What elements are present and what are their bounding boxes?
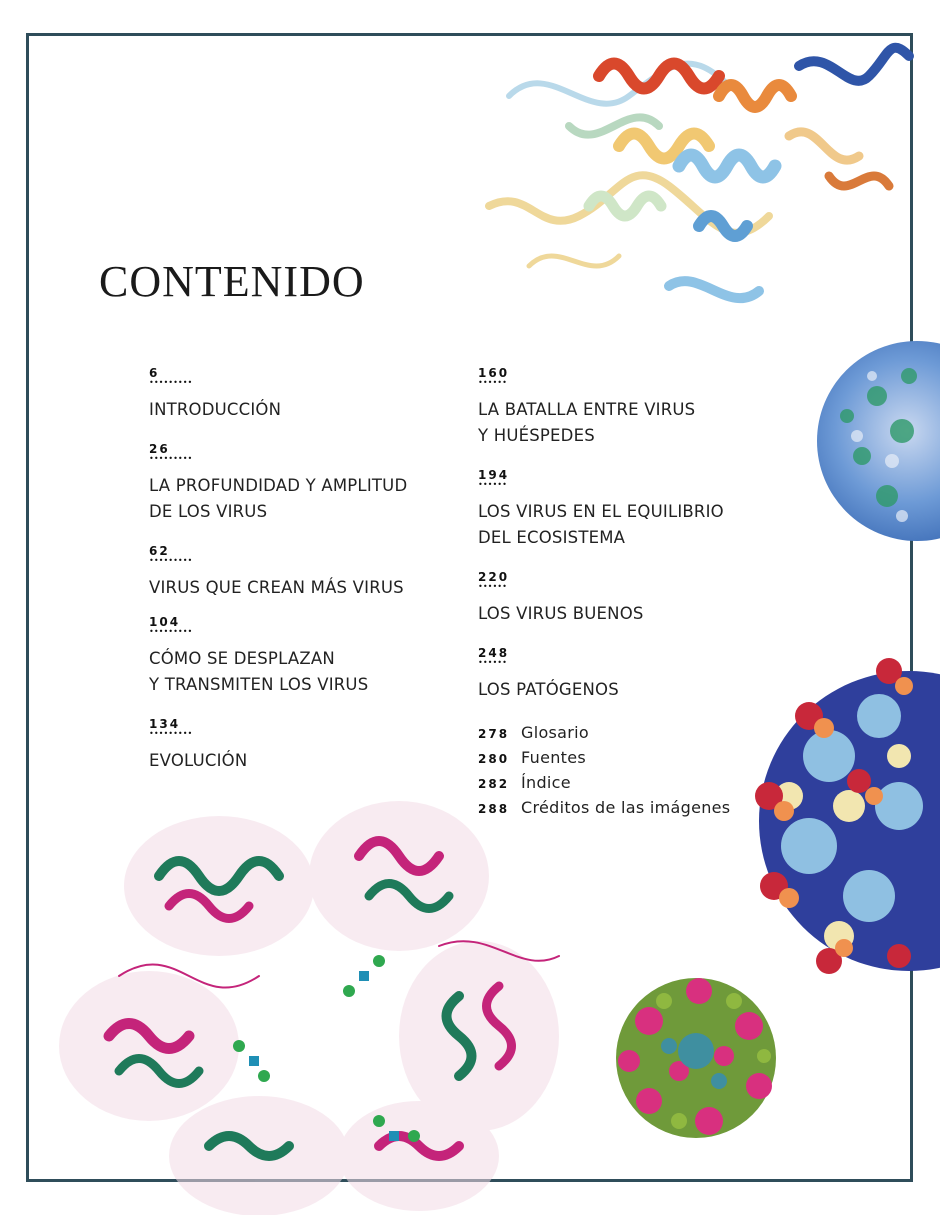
toc-chapter-title: LOS VIRUS BUENOS	[478, 604, 644, 623]
toc-page-number: 26	[149, 442, 170, 456]
toc-page-number: 194	[478, 468, 510, 482]
toc-entry[interactable]	[478, 366, 695, 449]
page-frame	[26, 33, 913, 1182]
toc-chapter-title: VIRUS QUE CREAN MÁS VIRUS	[149, 578, 404, 597]
toc-chapter-title: CÓMO SE DESPLAZAN Y TRANSMITEN LOS VIRUS	[149, 649, 369, 694]
toc-page-number: 248	[478, 646, 510, 660]
toc-entry[interactable]	[478, 468, 724, 551]
toc-chapter-title: INTRODUCCIÓN	[149, 400, 282, 419]
back-matter-page: 288	[478, 802, 510, 816]
toc-chapter-title: LOS VIRUS EN EL EQUILIBRIO DEL ECOSISTEMA	[478, 502, 724, 547]
toc-dot-leader: •••••••••	[149, 556, 193, 565]
toc-dot-leader: •••••••••	[149, 378, 193, 387]
protein-ring-illustration	[59, 776, 579, 1185]
toc-dot-leader: ••••••	[478, 582, 507, 591]
back-matter-page: 280	[478, 752, 510, 766]
back-matter-item[interactable]	[478, 748, 730, 773]
toc-chapter-title: EVOLUCIÓN	[149, 751, 248, 770]
toc-page-number: 62	[149, 544, 170, 558]
virus-capsid-illustration	[817, 336, 917, 546]
toc-page-number: 6	[149, 366, 160, 380]
toc-page-number: 160	[478, 366, 510, 380]
back-matter-list	[478, 723, 730, 823]
back-matter-page: 282	[478, 777, 510, 791]
back-matter-title: Créditos de las imágenes	[521, 798, 731, 817]
toc-entry[interactable]	[149, 544, 404, 601]
toc-page-number: 220	[478, 570, 510, 584]
toc-dot-leader: ••••••	[478, 658, 507, 667]
back-matter-item[interactable]	[478, 773, 730, 798]
toc-entry[interactable]	[478, 646, 619, 703]
back-matter-item[interactable]	[478, 798, 730, 823]
back-matter-title: Fuentes	[521, 748, 587, 767]
toc-entry[interactable]	[149, 615, 368, 698]
back-matter-page: 278	[478, 727, 510, 741]
toc-dot-leader: •••••••••	[149, 627, 193, 636]
small-virus-illustration	[609, 971, 784, 1146]
virus-particle-illustration	[749, 656, 916, 976]
toc-dot-leader: •••••••••	[149, 729, 193, 738]
toc-entry[interactable]	[478, 570, 644, 627]
toc-dot-leader: ••••••	[478, 378, 507, 387]
toc-entry[interactable]	[149, 366, 281, 423]
toc-chapter-title: LOS PATÓGENOS	[478, 680, 619, 699]
back-matter-title: Índice	[521, 773, 571, 792]
page-title: CONTENIDO	[99, 257, 365, 306]
toc-chapter-title: LA BATALLA ENTRE VIRUS Y HUÉSPEDES	[478, 400, 696, 445]
back-matter-item[interactable]	[478, 723, 730, 748]
toc-dot-leader: •••••••••	[149, 454, 193, 463]
toc-page-number: 134	[149, 717, 181, 731]
toc-page-number: 104	[149, 615, 181, 629]
toc-chapter-title: LA PROFUNDIDAD Y AMPLITUD DE LOS VIRUS	[149, 476, 408, 521]
toc-dot-leader: ••••••	[478, 480, 507, 489]
protein-ribbon-illustration	[469, 36, 909, 326]
back-matter-title: Glosario	[521, 723, 589, 742]
toc-entry[interactable]	[149, 717, 247, 774]
toc-entry[interactable]	[149, 442, 407, 525]
